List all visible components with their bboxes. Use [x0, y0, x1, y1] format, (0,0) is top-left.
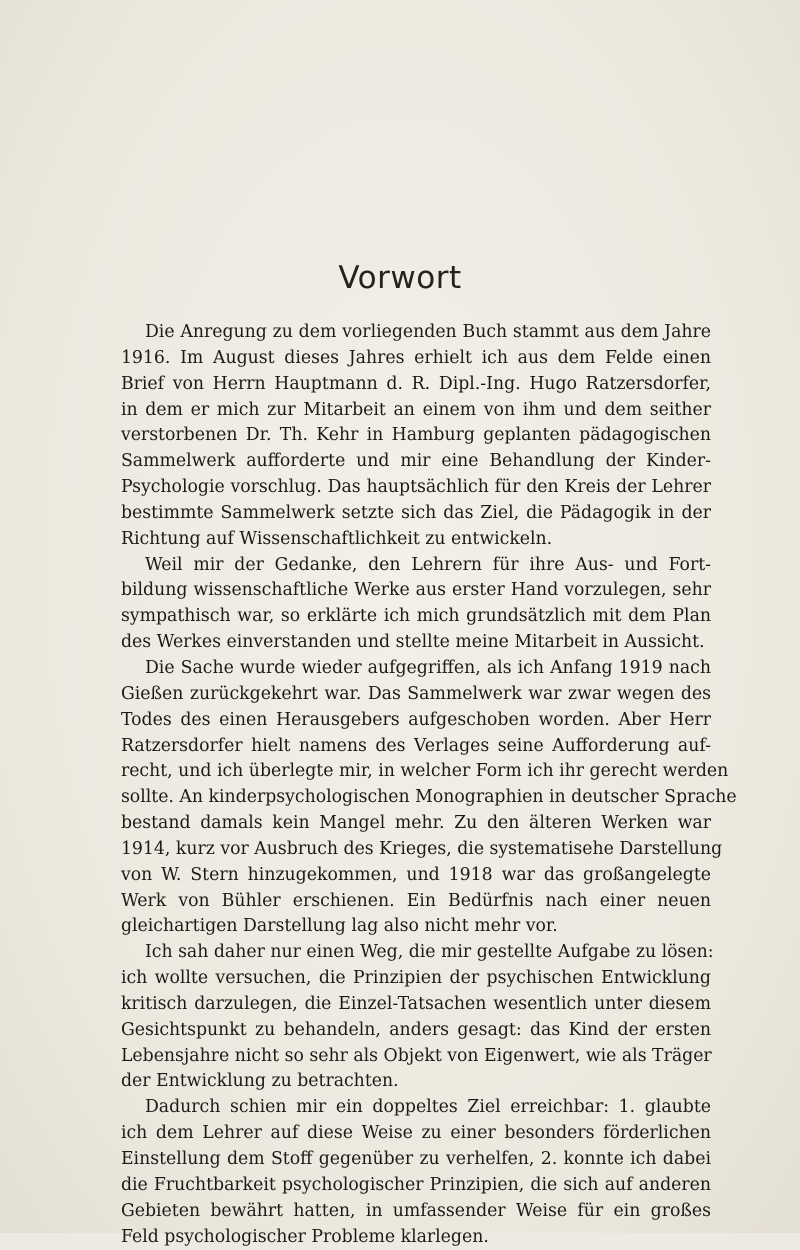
text-line: Die Sache wurde wieder aufgegriffen, als ich Anfang 1919 nach: [144, 657, 711, 678]
text-line: Psychologie vorschlug. Das hauptsächlich für den Kreis der Lehrer: [120, 477, 711, 498]
text-line: Ratzersdorfer hielt namens des Verlages seine Aufforderung auf-: [120, 735, 711, 756]
paragraph-1: [95, 320, 711, 553]
text-line: Richtung auf Wissenschaftlichkeit zu entwickeln.: [120, 528, 553, 549]
text-line: 1914, kurz vor Ausbruch des Krieges, die systematisehe Darstellung: [120, 838, 723, 859]
paragraph-4: [95, 940, 714, 1095]
text-line: recht, und ich überlegte mir, in welcher Form ich ihr gerecht werden: [120, 761, 729, 782]
text-line: ich wollte versuchen, die Prinzipien der psychischen Entwicklung: [120, 968, 711, 989]
text-line: Sammelwerk aufforderte und mir eine Behandlung der Kinder-: [120, 451, 711, 472]
text-line: bestand damals kein Mangel mehr. Zu den älteren Werken war: [120, 813, 711, 834]
paragraph-3: [95, 656, 737, 940]
text-line: sollte. An kinderpsychologischen Monographien in deutscher Sprache: [120, 787, 737, 808]
text-line: gleichartigen Darstellung lag also nicht mehr vor.: [120, 916, 558, 937]
text-line: bestimmte Sammelwerk setzte sich das Ziel, die Pädagogik in der: [120, 502, 711, 523]
text-line: Einstellung dem Stoff gegenüber zu verhelfen, 2. konnte ich dabei: [120, 1149, 711, 1169]
text-line: bildung wissenschaftliche Werke aus erster Hand vorzulegen, sehr: [120, 580, 711, 601]
text-line: Brief von Herrn Hauptmann d. R. Dipl.-Ing. Hugo Ratzersdorfer,: [120, 373, 711, 394]
text-line: sympathisch war, so erklärte ich mich grundsätzlich mit dem Plan: [120, 606, 711, 627]
text-line: Gießen zurückgekehrt war. Das Sammelwerk war zwar wegen des: [120, 683, 711, 704]
text-line: der Entwicklung zu betrachten.: [120, 1071, 399, 1092]
text-line: Gesichtspunkt zu behandeln, anders gesagt: das Kind der ersten: [120, 1019, 711, 1040]
text-line: Feld psychologischer Probleme klarlegen.: [120, 1226, 489, 1247]
text-line: Werk von Bühler erschienen. Ein Bedürfnis nach einer neuen: [120, 890, 711, 911]
text-line: kritisch darzulegen, die Einzel-Tatsachen wesentlich unter diesem: [120, 993, 711, 1014]
text-line: verstorbenen Dr. Th. Kehr in Hamburg geplanten pädagogischen: [120, 425, 711, 446]
text-line: Ich sah daher nur einen Weg, die mir gestellte Aufgabe zu lösen:: [144, 942, 714, 963]
text-line: Dadurch schien mir ein doppeltes Ziel erreichbar: 1. glaubte: [144, 1097, 711, 1118]
text-line: Die Anregung zu dem vorliegenden Buch stammt aus dem Jahre: [144, 322, 711, 342]
text-line: in dem er mich zur Mitarbeit an einem von ihm und dem seither: [120, 399, 711, 420]
paragraph-2: [95, 553, 711, 656]
text-line: die Fruchtbarkeit psychologischer Prinzipien, die sich auf anderen: [120, 1174, 711, 1195]
text-line: 1916. Im August dieses Jahres erhielt ich aus dem Felde einen: [120, 347, 711, 368]
text-line: Lebensjahre nicht so sehr als Objekt von Eigenwert, wie als Träger: [120, 1045, 712, 1066]
text-line: Gebieten bewährt hatten, in umfassender Weise für ein großes: [120, 1200, 711, 1221]
text-line: ich dem Lehrer auf diese Weise zu einer besonders förderlichen: [120, 1123, 711, 1144]
text-line: Todes des einen Herausgebers aufgeschoben worden. Aber Herr: [120, 709, 711, 730]
text-line: des Werkes einverstanden und stellte meine Mitarbeit in Aussicht.: [120, 632, 705, 653]
text-line: von W. Stern hinzugekommen, und 1918 war das großangelegte: [120, 864, 711, 885]
page-title: Vorwort: [338, 260, 462, 296]
text-line: Weil mir der Gedanke, den Lehrern für ihre Aus- und Fort-: [144, 554, 711, 575]
paragraph-5: [95, 1095, 711, 1250]
preface-body: [95, 320, 737, 1250]
